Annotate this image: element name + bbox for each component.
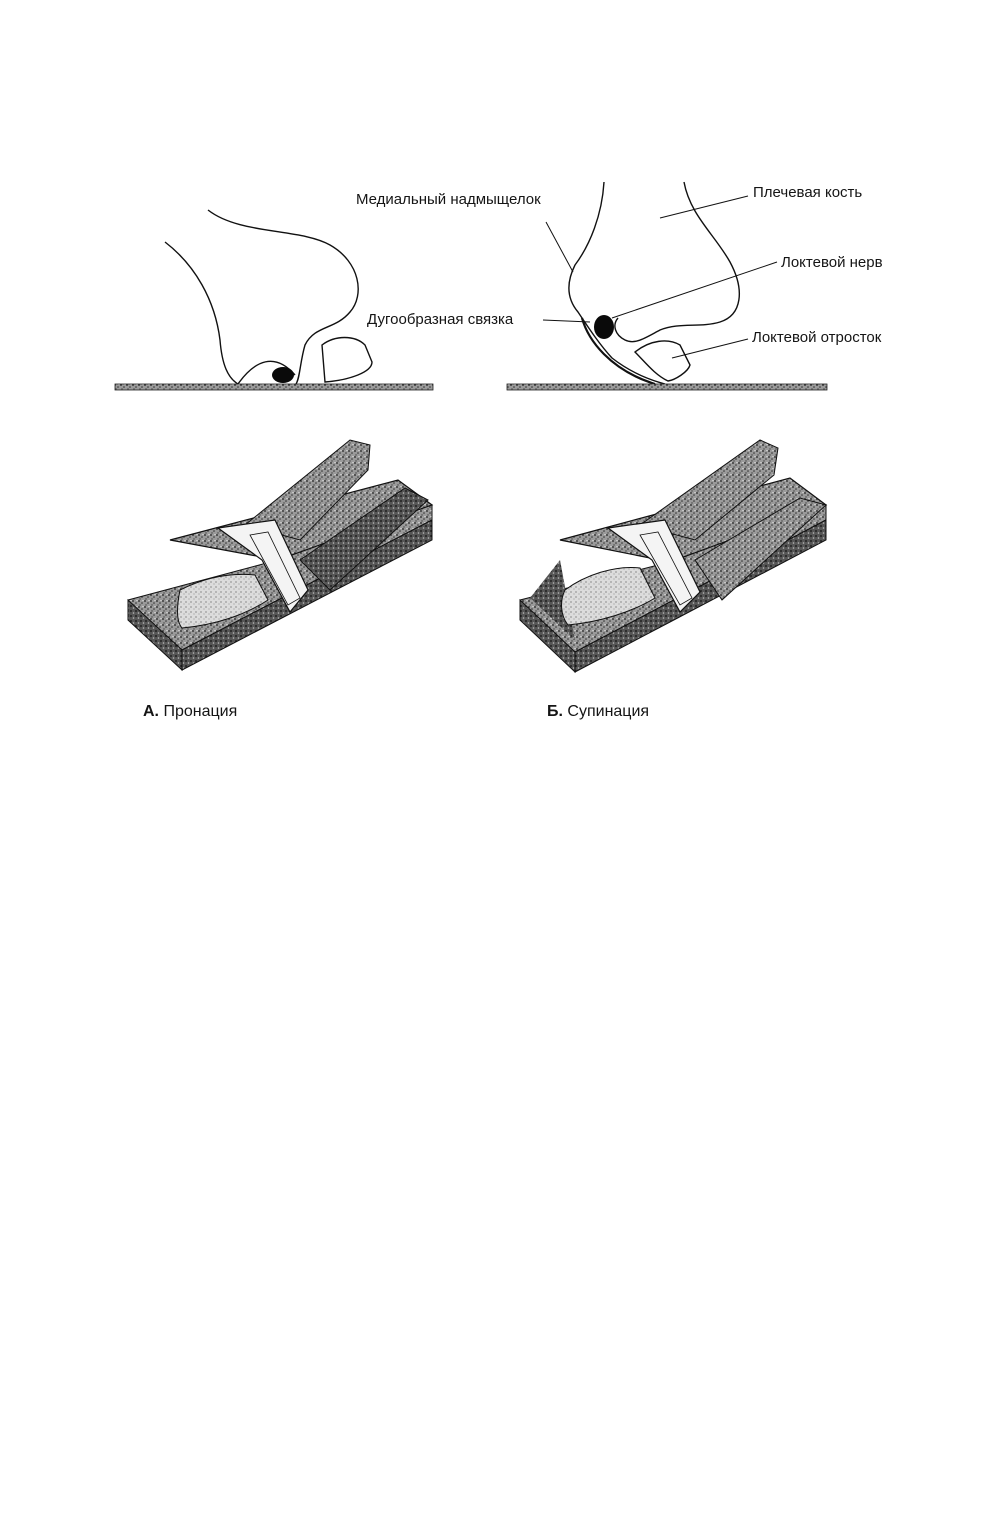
surface-left [115,384,433,390]
caption-a [143,702,237,722]
caption-b-letter: Б. [547,703,563,720]
board-arm-left [128,440,432,670]
caption-a-letter: А. [143,703,159,720]
board-arm-right [520,440,826,672]
leader-lines [543,196,777,358]
figure [0,0,998,760]
cross-section-left [165,210,372,384]
caption-b-text: Супинация [567,703,650,720]
label-medial-epicondyle: Медиальный надмыщелок [356,191,541,208]
elbow-diagram-svg [0,0,998,760]
caption-a-text: Пронация [163,703,238,720]
surface-right [507,384,827,390]
label-humerus: Плечевая кость [753,184,863,201]
label-ulnar-nerve: Локтевой нерв [781,254,883,271]
caption-b [547,702,649,722]
label-arcuate-ligament: Дугообразная связка [367,311,514,328]
label-olecranon: Локтевой отросток [752,329,882,346]
